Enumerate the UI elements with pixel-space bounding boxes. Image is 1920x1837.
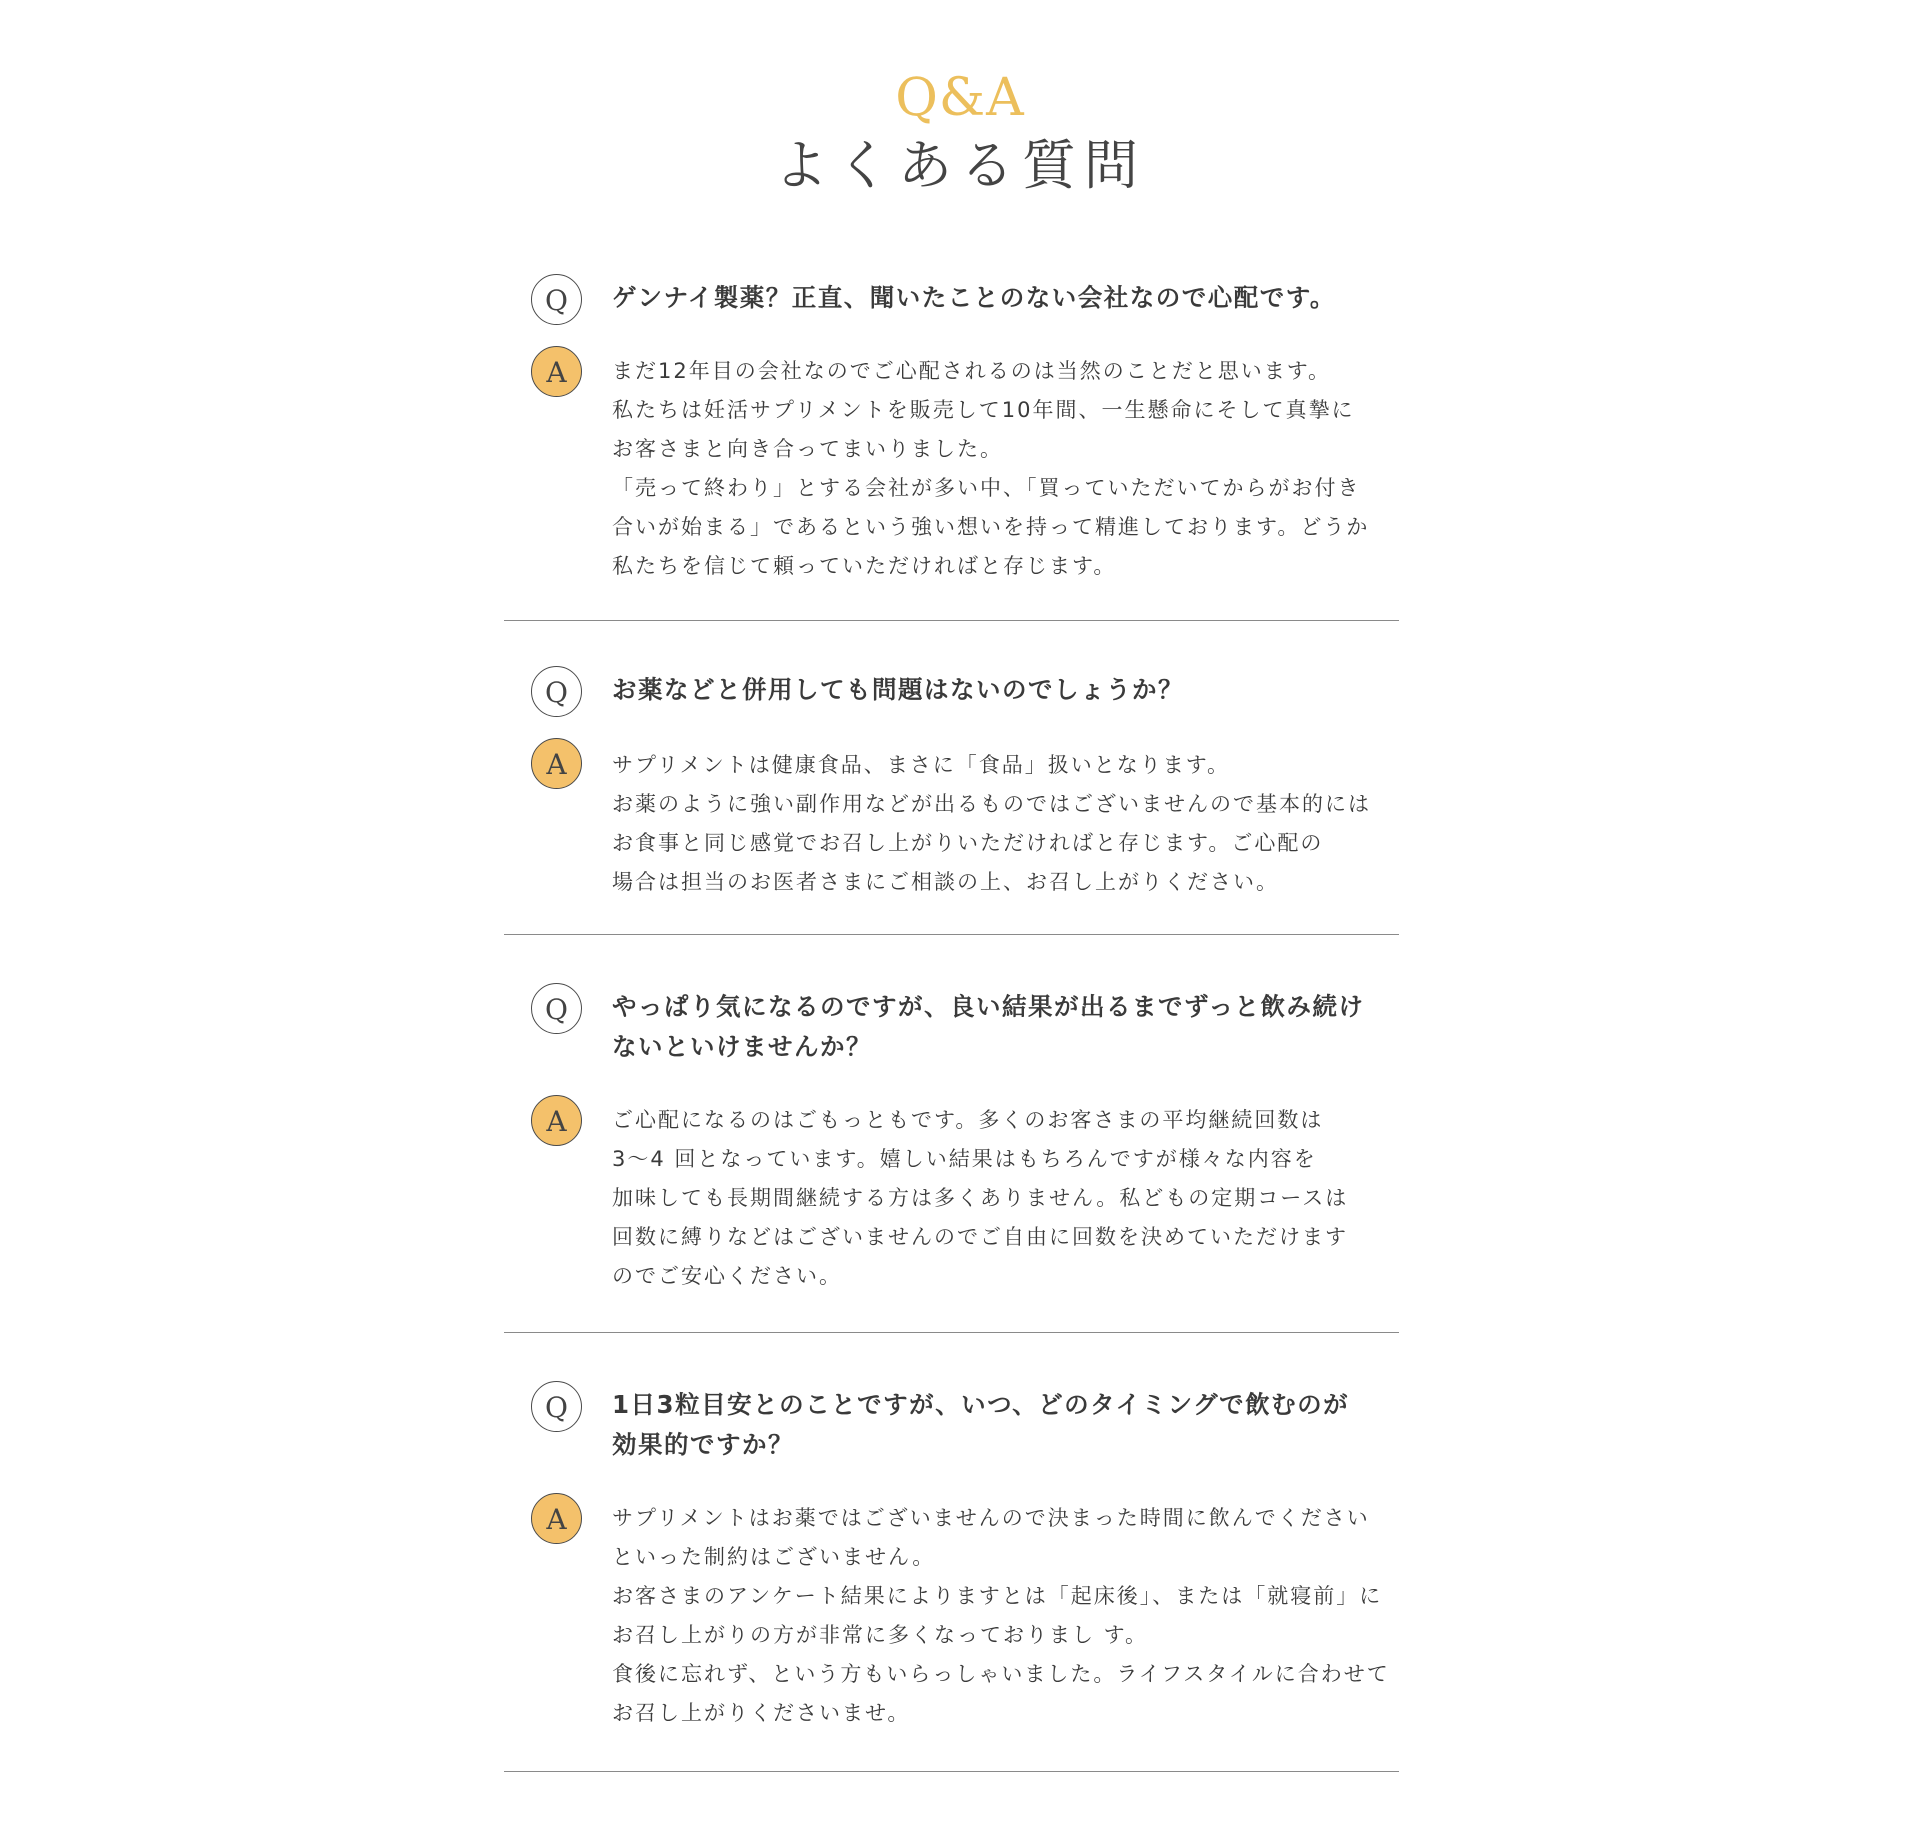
a-badge-icon: A bbox=[531, 1493, 582, 1544]
faq-answer: ご心配になるのはごもっともです。多くのお客さまの平均継続回数は 3〜4 回となっています。嬉しい結果はもちろんですが様々な内容を 加味しても長期間継続する方は多くありません。私どもの定期コースは 回数に縛りなどはございませんのでご自由に回数を決めていただけます のでご安心ください。 bbox=[612, 1108, 1349, 1288]
q-badge-icon: Q bbox=[531, 274, 582, 325]
q-badge-icon: Q bbox=[531, 1381, 582, 1432]
faq-answer: サプリメントは健康食品、まさに「食品」扱いとなります。 お薬のように強い副作用などが出るものではございませんので基本的には お食事と同じ感覚でお召し上がりいただければと存じます。ご心配の 場合は担当のお医者さまにご相談の上、お召し上がりください。 bbox=[612, 753, 1371, 894]
a-badge-icon: A bbox=[531, 1095, 582, 1146]
faq-question: お薬などと併用しても問題はないのでしょうか？ bbox=[612, 675, 1184, 704]
a-badge-icon: A bbox=[531, 738, 582, 789]
faq-question: ゲンナイ製薬？正直、聞いたことのない会社なので心配です。 bbox=[612, 283, 1336, 312]
q-badge-icon: Q bbox=[531, 666, 582, 717]
page-title: よくある質問 bbox=[774, 134, 1146, 197]
faq-item bbox=[504, 656, 1399, 935]
faq-question: 1日3粒目安とのことですが、いつ、どのタイミングで飲むのが 効果的ですか？ bbox=[612, 1390, 1350, 1459]
faq-question: やっぱり気になるのですが、良い結果が出るまでずっと飲み続け ないといけませんか？ bbox=[612, 992, 1365, 1061]
heading-en: Q&A bbox=[895, 68, 1025, 128]
faq-item bbox=[504, 1369, 1399, 1772]
faq-item bbox=[504, 262, 1399, 621]
faq-answer: サプリメントはお薬ではございませんので決まった時間に飲んでください といった制約はございません。 お客さまのアンケート結果によりますとは「起床後」、または「就寝前」に お召し上がりの方が非常に多くなっておりまし す。 食後に忘れず、という方もいらっしゃいました。ライフスタイルに合わせて お召し上がりくださいませ。 bbox=[612, 1506, 1390, 1725]
faq-item bbox=[504, 971, 1399, 1333]
faq-answer: まだ12年目の会社なのでご心配されるのは当然のことだと思います。 私たちは妊活サプリメントを販売して10年間、一生懸命にそして真摯に お客さまと向き合ってまいりました。 「売って終わり」とする会社が多い中、「買っていただいてからがお付き 合いが始まる」であるという強い想いを持って精進しております。どうか 私たちを信じて頼っていただければと存じます。 bbox=[612, 359, 1370, 578]
a-badge-icon: A bbox=[531, 346, 582, 397]
q-badge-icon: Q bbox=[531, 983, 582, 1034]
